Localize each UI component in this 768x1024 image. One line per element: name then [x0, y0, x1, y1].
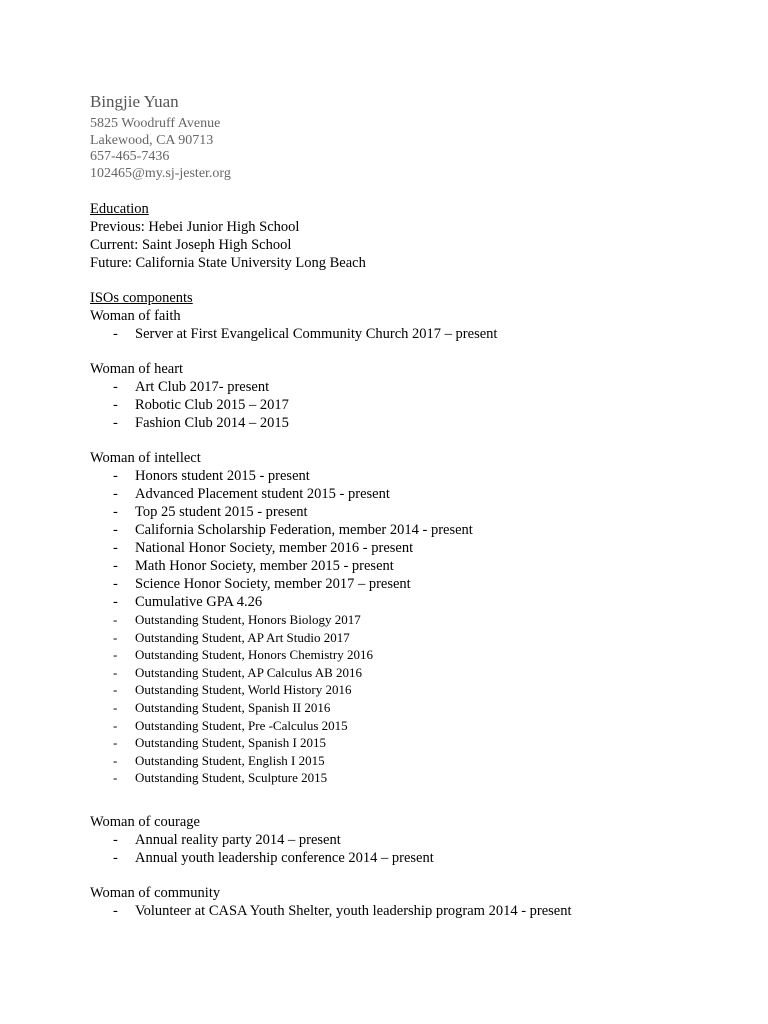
list-item-text: Annual reality party 2014 – present — [135, 831, 341, 848]
phone-number: 657-465-7436 — [90, 149, 170, 164]
courage-title: Woman of courage — [90, 813, 200, 830]
bullet-dash: - — [113, 664, 118, 680]
list-item-text: Outstanding Student, Pre -Calculus 2015 — [135, 717, 348, 733]
list-item — [90, 769, 710, 787]
education-future: Future: California State University Long Beach — [90, 255, 366, 271]
list-item-text: Honors student 2015 - present — [135, 468, 310, 484]
bullet-dash: - — [113, 682, 118, 698]
address-line-1: 5825 Woodruff Avenue — [90, 116, 221, 131]
faith-subsection — [90, 307, 710, 343]
education-section — [90, 200, 710, 272]
list-item — [90, 378, 710, 396]
community-subsection — [90, 884, 710, 920]
list-item — [90, 629, 710, 647]
list-item-text: Math Honor Society, member 2015 - present — [135, 558, 394, 574]
applicant-name: Bingjie Yuan — [90, 92, 179, 111]
list-item — [90, 681, 710, 699]
intellect-subsection — [90, 449, 710, 787]
list-item — [90, 611, 710, 629]
list-item — [90, 396, 710, 414]
list-item — [90, 557, 710, 575]
list-item-text: National Honor Society, member 2016 - present — [135, 540, 414, 556]
bullet-dash: - — [113, 699, 118, 715]
bullet-dash: - — [113, 647, 118, 663]
list-item-text: Outstanding Student, AP Art Studio 2017 — [135, 629, 350, 645]
faith-title: Woman of faith — [90, 308, 181, 324]
awards-list — [90, 611, 710, 787]
isos-section — [90, 289, 710, 920]
bullet-dash: - — [113, 558, 118, 574]
list-item — [90, 717, 710, 735]
bullet-dash: - — [113, 770, 118, 786]
list-item-text: Outstanding Student, Honors Biology 2017 — [135, 612, 361, 627]
header — [90, 92, 710, 182]
list-item-text: Art Club 2017- present — [135, 379, 270, 395]
bullet-dash: - — [113, 594, 118, 610]
list-item-text: Annual youth leadership conference 2014 – present — [135, 849, 434, 866]
list-item-text: Server at First Evangelical Community Church 2017 – present — [135, 326, 498, 342]
courage-subsection — [90, 813, 710, 867]
list-item — [90, 902, 710, 920]
list-item-text: Outstanding Student, Spanish I 2015 — [135, 735, 327, 751]
list-item — [90, 734, 710, 752]
list-item-text: Top 25 student 2015 - present — [135, 504, 308, 520]
list-item — [90, 752, 710, 770]
list-item — [90, 325, 710, 343]
list-item — [90, 485, 710, 503]
resume-page — [90, 92, 710, 920]
bullet-dash: - — [113, 522, 118, 538]
heart-subsection — [90, 360, 710, 432]
email-address: 102465@my.sj-jester.org — [90, 165, 231, 181]
list-item — [90, 414, 710, 432]
list-item — [90, 539, 710, 557]
list-item — [90, 467, 710, 485]
heart-list — [90, 378, 710, 432]
list-item — [90, 521, 710, 539]
bullet-dash: - — [113, 752, 118, 768]
list-item-text: Science Honor Society, member 2017 – present — [135, 576, 411, 592]
list-item-text: Fashion Club 2014 – 2015 — [135, 415, 289, 431]
education-heading: Education — [90, 201, 149, 217]
bullet-dash: - — [113, 612, 118, 627]
faith-list — [90, 325, 710, 343]
intellect-title: Woman of intellect — [90, 450, 201, 466]
education-current: Current: Saint Joseph High School — [90, 237, 292, 253]
list-item — [90, 593, 710, 611]
list-item-text: Cumulative GPA 4.26 — [135, 594, 263, 610]
list-item-text: Volunteer at CASA Youth Shelter, youth leadership program 2014 - present — [135, 902, 572, 919]
address-line-2: Lakewood, CA 90713 — [90, 132, 214, 148]
list-item-text: Advanced Placement student 2015 - present — [135, 486, 390, 502]
bullet-dash: - — [113, 379, 118, 395]
bullet-dash: - — [113, 629, 118, 645]
list-item — [90, 664, 710, 682]
bullet-dash: - — [113, 504, 118, 520]
bullet-dash: - — [113, 849, 118, 866]
list-item-text: Robotic Club 2015 – 2017 — [135, 397, 289, 413]
list-item-text: Outstanding Student, Sculpture 2015 — [135, 770, 328, 786]
bullet-dash: - — [113, 397, 118, 413]
bullet-dash: - — [113, 735, 118, 751]
list-item — [90, 831, 710, 849]
list-item-text: Outstanding Student, Honors Chemistry 2016 — [135, 647, 373, 663]
bullet-dash: - — [113, 717, 118, 733]
list-item — [90, 575, 710, 593]
heart-title: Woman of heart — [90, 361, 184, 377]
education-previous: Previous: Hebei Junior High School — [90, 219, 300, 235]
list-item — [90, 699, 710, 717]
bullet-dash: - — [113, 540, 118, 556]
list-item-text: Outstanding Student, World History 2016 — [135, 682, 352, 698]
list-item-text: Outstanding Student, AP Calculus AB 2016 — [135, 664, 363, 680]
bullet-dash: - — [113, 576, 118, 592]
list-item-text: California Scholarship Federation, member 2014 - present — [135, 522, 473, 538]
isos-heading: ISOs components — [90, 290, 193, 306]
community-list — [90, 902, 710, 920]
list-item — [90, 503, 710, 521]
bullet-dash: - — [113, 415, 118, 431]
community-title: Woman of community — [90, 884, 221, 901]
intellect-list — [90, 467, 710, 611]
courage-list — [90, 831, 710, 867]
bullet-dash: - — [113, 468, 118, 484]
bullet-dash: - — [113, 831, 118, 848]
list-item-text: Outstanding Student, English I 2015 — [135, 752, 325, 768]
bullet-dash: - — [113, 326, 118, 342]
bullet-dash: - — [113, 486, 118, 502]
list-item-text: Outstanding Student, Spanish II 2016 — [135, 699, 331, 715]
bullet-dash: - — [113, 902, 118, 919]
list-item — [90, 646, 710, 664]
list-item — [90, 849, 710, 867]
